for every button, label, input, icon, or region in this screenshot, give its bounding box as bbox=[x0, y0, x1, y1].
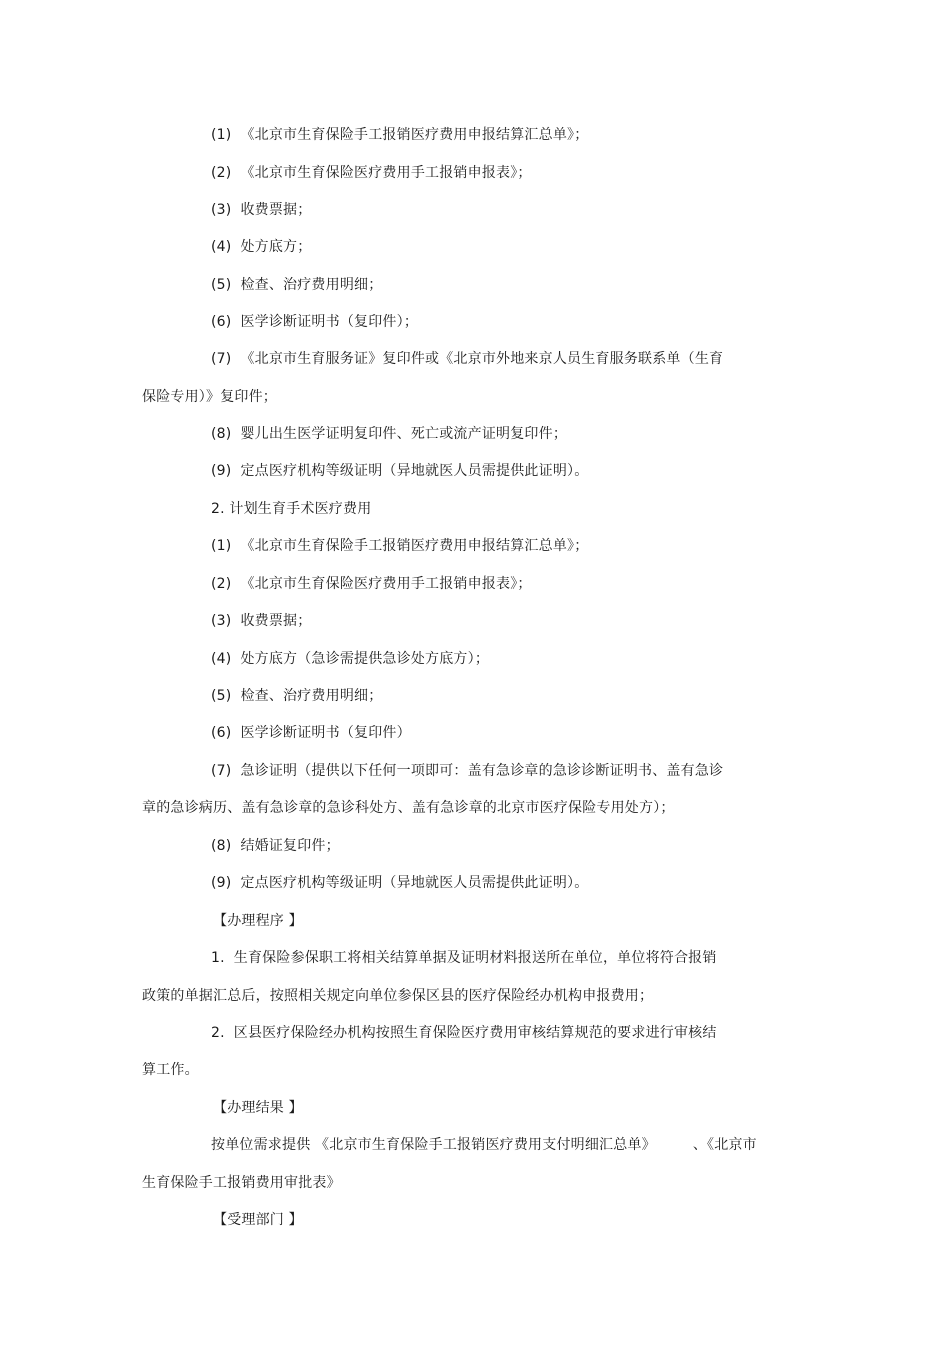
section2-item-3: (3) 收费票据； bbox=[211, 613, 312, 629]
section1-item-7: (7) 《北京市生育服务证》复印件或《北京市外地来京人员生育服务联系单（生育 bbox=[211, 351, 724, 367]
procedure-heading: 【办理程序 】 bbox=[213, 913, 303, 929]
section2-item-5: (5) 检查、治疗费用明细； bbox=[211, 688, 383, 704]
procedure-item-2: 2. 区县医疗保险经办机构按照生育保险医疗费用审核结算规范的要求进行审核结 bbox=[211, 1025, 717, 1041]
section2-item-6: (6) 医学诊断证明书（复印件） bbox=[211, 725, 411, 741]
section1-item-5: (5) 检查、治疗费用明细； bbox=[211, 277, 383, 293]
procedure-item-1-continuation: 政策的单据汇总后，按照相关规定向单位参保区县的医疗保险经办机构申报费用； bbox=[142, 988, 654, 1004]
result-heading: 【办理结果 】 bbox=[213, 1100, 303, 1116]
section1-item-7-continuation: 保险专用）》复印件； bbox=[142, 389, 277, 405]
result-text-continuation: 生育保险手工报销费用审批表》 bbox=[142, 1175, 341, 1191]
section2-item-7-continuation: 章的急诊病历、盖有急诊章的急诊科处方、盖有急诊章的北京市医疗保险专用处方）； bbox=[142, 800, 675, 816]
result-text: 按单位需求提供 《北京市生育保险手工报销医疗费用支付明细汇总单》 、《北京市 bbox=[211, 1137, 757, 1153]
section2-item-1: (1) 《北京市生育保险手工报销医疗费用申报结算汇总单》； bbox=[211, 538, 589, 554]
section2-item-7: (7) 急诊证明（提供以下任何一项即可：盖有急诊章的急诊诊断证明书、盖有急诊 bbox=[211, 763, 724, 779]
section2-item-4: (4) 处方底方（急诊需提供急诊处方底方）； bbox=[211, 651, 490, 667]
section1-item-1: (1) 《北京市生育保险手工报销医疗费用申报结算汇总单》； bbox=[211, 127, 589, 143]
procedure-item-1: 1. 生育保险参保职工将相关结算单据及证明材料报送所在单位，单位将符合报销 bbox=[211, 950, 717, 966]
section1-item-6: (6) 医学诊断证明书（复印件）； bbox=[211, 314, 419, 330]
section2-item-2: (2) 《北京市生育保险医疗费用手工报销申报表》； bbox=[211, 576, 532, 592]
section2-item-8: (8) 结婚证复印件； bbox=[211, 838, 340, 854]
dept-heading: 【受理部门 】 bbox=[213, 1212, 303, 1228]
section1-item-2: (2) 《北京市生育保险医疗费用手工报销申报表》； bbox=[211, 165, 532, 181]
procedure-item-2-continuation: 算工作。 bbox=[142, 1062, 199, 1078]
section1-item-8: (8) 婴儿出生医学证明复印件、死亡或流产证明复印件； bbox=[211, 426, 568, 442]
section2-item-9: (9) 定点医疗机构等级证明（异地就医人员需提供此证明）。 bbox=[211, 875, 589, 891]
section2-title: 2. 计划生育手术医疗费用 bbox=[211, 501, 372, 517]
section1-item-4: (4) 处方底方； bbox=[211, 239, 312, 255]
section1-item-3: (3) 收费票据； bbox=[211, 202, 312, 218]
section1-item-9: (9) 定点医疗机构等级证明（异地就医人员需提供此证明）。 bbox=[211, 463, 589, 479]
